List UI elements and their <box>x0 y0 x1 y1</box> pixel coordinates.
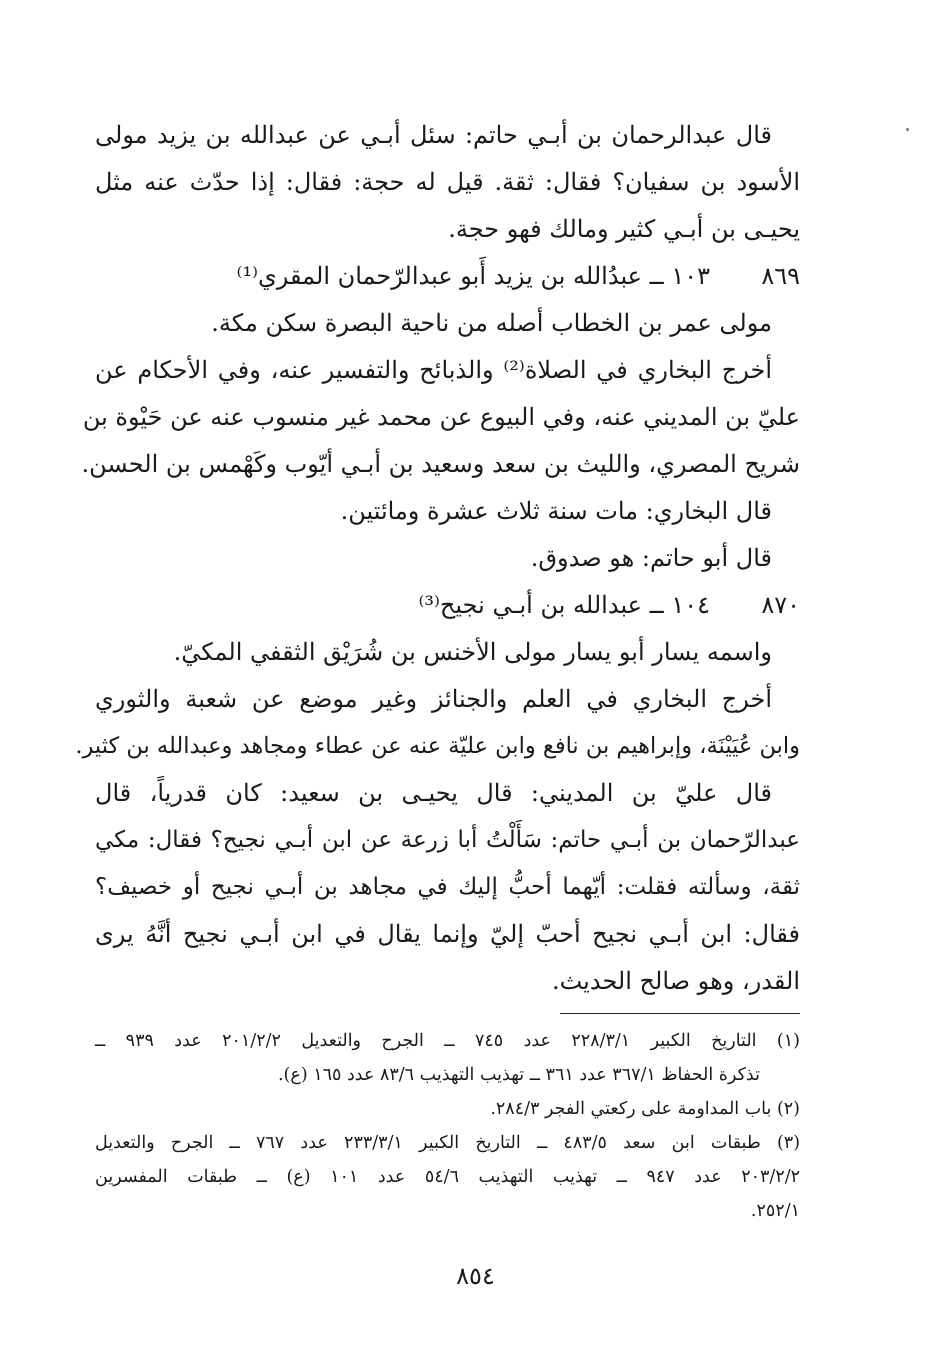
footnote-line: ٢٥٢/١. <box>750 1201 800 1221</box>
scan-speck <box>906 128 909 131</box>
text-line: ثقة، وسألته فقلت: أيّهما أحبُّ إليك في مجاهد بن أبـي نجيح أو خصيف؟ <box>95 874 800 900</box>
text-line: واسمه يسار أبو يسار مولى الأخنس بن شُرَيْق الثقفي المكيّ. <box>173 638 772 666</box>
footnotes <box>95 1024 800 1228</box>
entry-heading-104 <box>95 582 800 629</box>
text-line: قال عليّ بن المديني: قال يحيـى بن سعيد: كان قدرياً، قال <box>95 779 772 807</box>
footnote-line: تذكرة الحفاظ ٣٦٧/١ عدد ٣٦١ ــ تهذيب التهذيب ٨٣/٦ عدد ١٦٥ (ع). <box>277 1065 760 1085</box>
footnote-line: (٢) باب المداومة على ركعتي الفجر ٢٨٤/٣. <box>490 1099 800 1119</box>
paragraph-bukhari-104 <box>75 676 800 770</box>
text-line: مولى عمر بن الخطاب أصله من ناحية البصرة سكن مكة. <box>211 309 772 337</box>
text-line: قال أبو حاتم: هو صدوق. <box>530 544 772 572</box>
text-line: قال البخاري: مات سنة ثلاث عشرة ومائتين. <box>340 497 772 525</box>
text-line: وابن عُيَيْنَة، وإبراهيم بن نافع وابن عليّة عنه عن عطاء ومجاهد وعبدالله بن كثير. <box>75 733 800 759</box>
paragraph-ibn-al-madini <box>95 770 800 1005</box>
entry-global-number: ٨٧٠ <box>761 591 800 619</box>
text-line: الأسود بن سفيان؟ فقال: ثقة. قيل له حجة: فقال: إذا حدّث عنه مثل <box>95 168 800 196</box>
footnote-3 <box>95 1126 800 1228</box>
text-line: شريح المصري، والليث بن سعد وسعيد بن أبـي أيّوب وكَهْمس بن الحسن. <box>81 450 800 478</box>
entry-global-number: ٨٦٩ <box>761 262 800 290</box>
text-line: عليّ بن المديني عنه، وفي البيوع عن محمد غير منسوب عنه عن حَيْوة بن <box>82 403 800 431</box>
text-line: يحيـى بن أبـي كثير ومالك فهو حجة. <box>448 215 800 243</box>
entry-heading-103 <box>95 253 800 300</box>
entry-title: ١٠٣ ــ عبدُالله بن يزيد أَبو عبدالرّحمان المقري⁽¹⁾ <box>236 262 710 290</box>
footnote-line: (١) التاريخ الكبير ٢٢٨/٣/١ عدد ٧٤٥ ــ الجرح والتعديل ٢٠١/٢/٢ عدد ٩٣٩ ــ <box>95 1031 800 1051</box>
footnote-line: (٣) طبقات ابن سعد ٤٨٣/٥ ــ التاريخ الكبير ٢٣٣/٣/١ عدد ٧٦٧ ــ الجرح والتعديل <box>95 1133 801 1153</box>
text-line: عبدالرّحمان بن أبـي حاتم: سَأَلْتُ أبا زرعة عن ابن أبـي نجيح؟ فقال: مكي <box>95 827 800 853</box>
text-line: أخرج البخاري في الصلاة⁽²⁾ والذبائح والتفسير عنه، وفي الأحكام عن <box>95 356 773 384</box>
text-line: القدر، وهو صالح الحديث. <box>551 967 800 995</box>
footnote-2 <box>95 1092 800 1126</box>
paragraph-bukhari-103 <box>81 347 800 488</box>
footnote-1 <box>95 1024 800 1092</box>
entry-title: ١٠٤ ــ عبدالله بن أبـي نجيح⁽³⁾ <box>418 591 710 619</box>
text-line: أخرج البخاري في العلم والجنائز وغير موضع عن شعبة والثوري <box>95 685 772 713</box>
footnote-separator <box>560 1013 800 1014</box>
paragraph-abi-hatim-statement <box>95 112 800 253</box>
main-text <box>75 112 801 1228</box>
footnote-line: ٢٠٣/٢/٢ عدد ٩٤٧ ــ تهذيب التهذيب ٥٤/٦ عدد ١٠١ (ع) ــ طبقات المفسرين <box>95 1167 801 1187</box>
page-number: ٨٥٤ <box>456 1262 495 1290</box>
text-line: قال عبدالرحمان بن أبـي حاتم: سئل أبـي عن عبدالله بن يزيد مولى <box>95 121 772 149</box>
text-line: فقال: ابن أبـي نجيح أحبّ إليّ وإنما يقال في ابن أبـي نجيح أنَّهُ يرى <box>95 920 800 948</box>
